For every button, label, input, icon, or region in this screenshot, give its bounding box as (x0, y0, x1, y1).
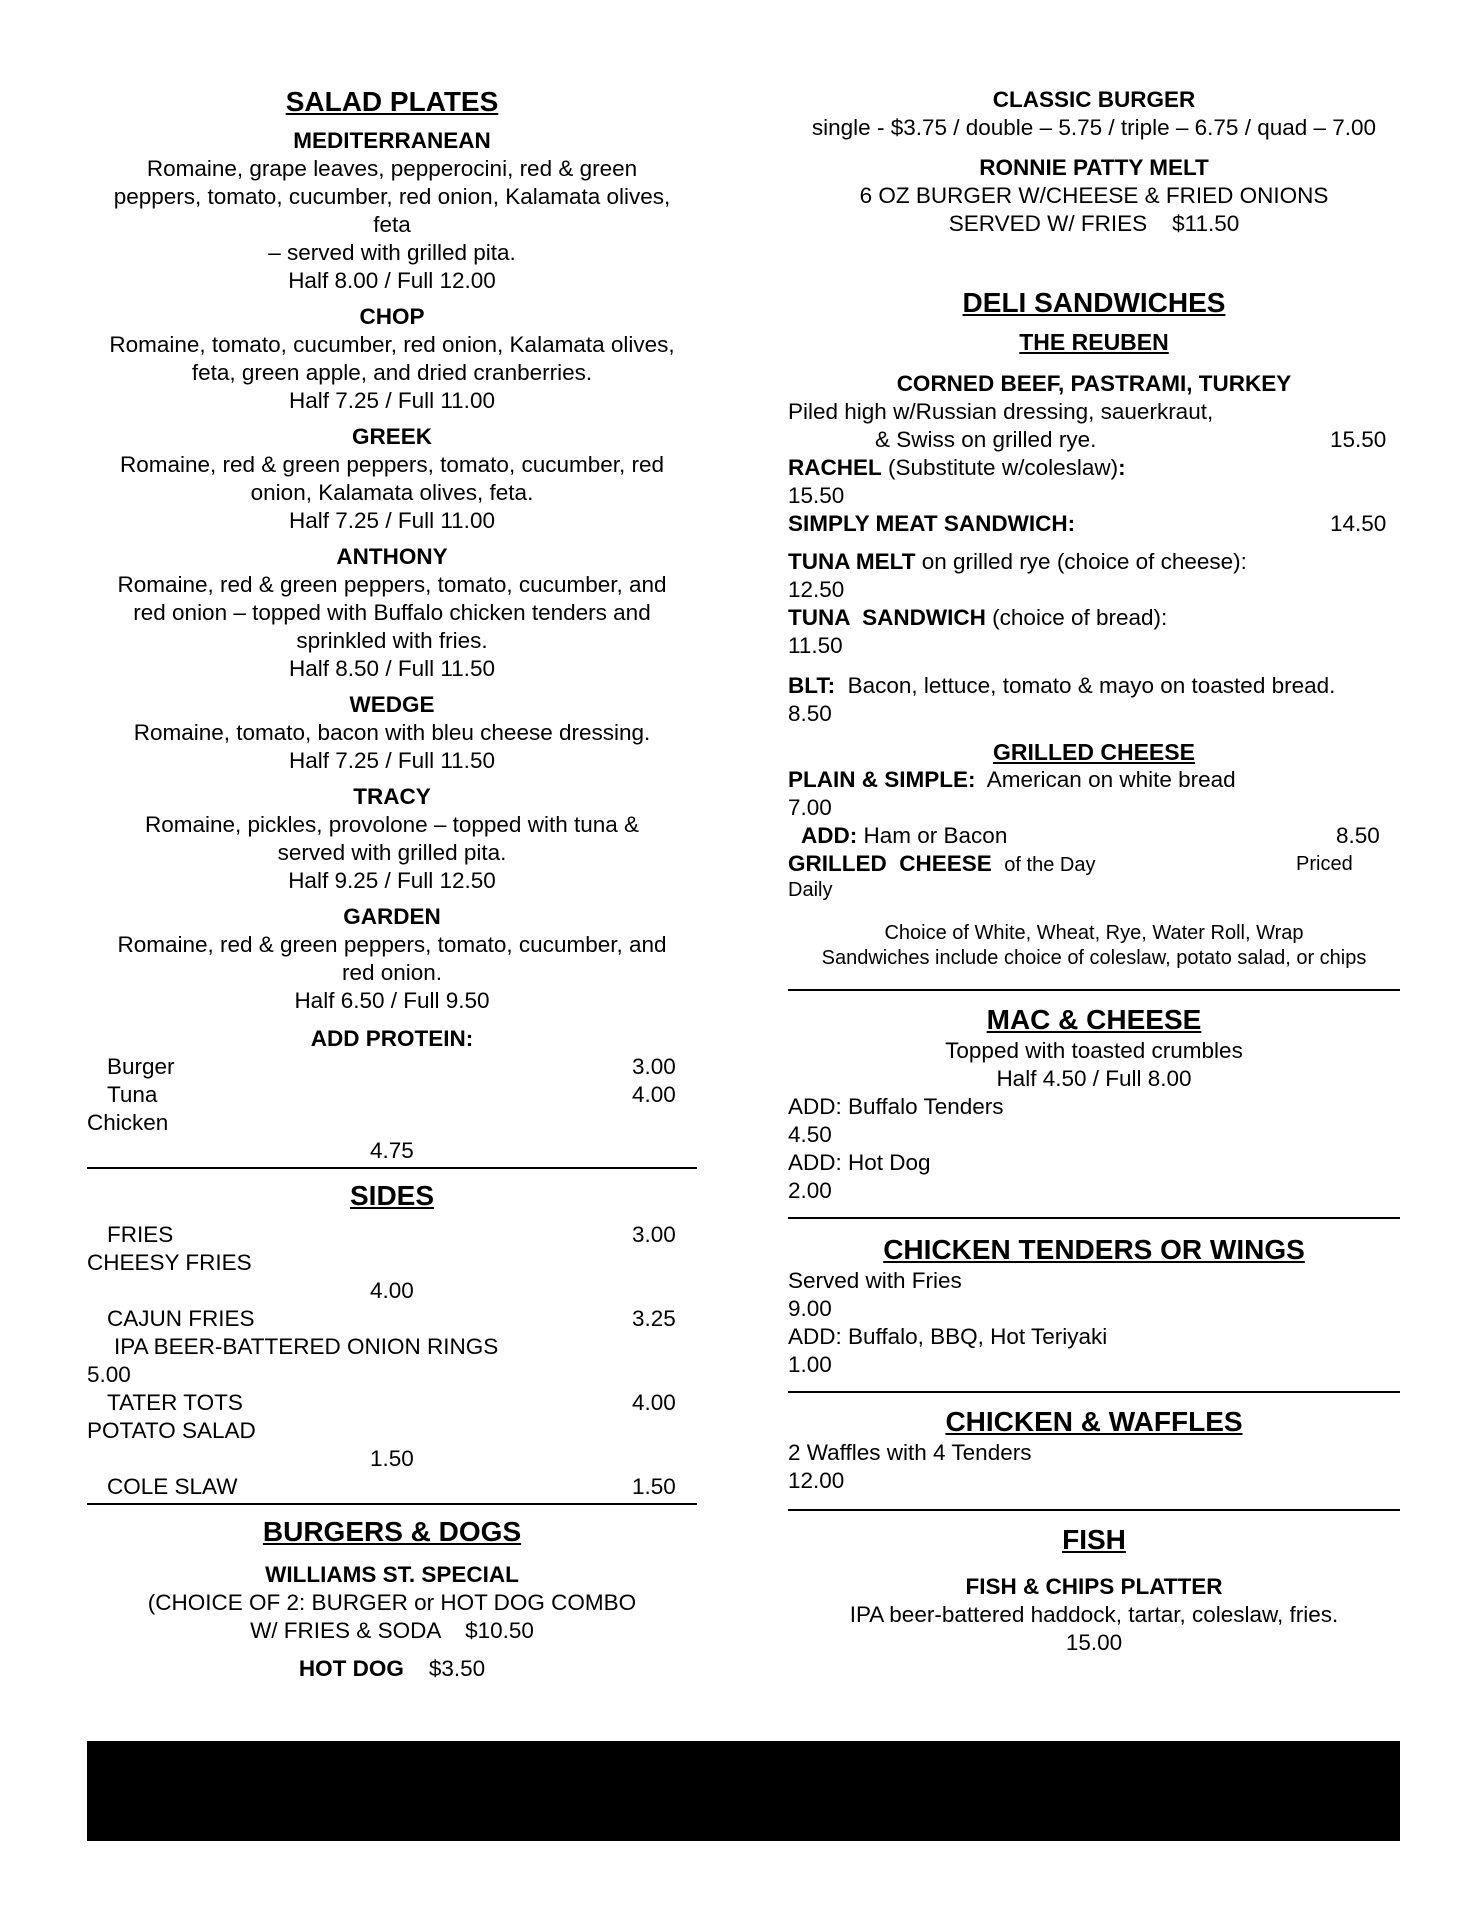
add-ham-line (801, 822, 1007, 850)
salad-desc-line: Half 8.50 / Full 11.50 (289, 656, 495, 681)
salad-desc-line: Romaine, pickles, provolone – topped with tuna & (144, 812, 640, 837)
divider (788, 1391, 1400, 1393)
salad-name: ANTHONY (336, 544, 448, 569)
salad-name: MEDITERRANEAN (293, 128, 491, 153)
side-onion-rings: IPA BEER-BATTERED ONION RINGS (114, 1334, 499, 1359)
gc-day-row (788, 850, 1400, 878)
classic-burger-name: CLASSIC BURGER (992, 87, 1196, 112)
salad-name: WEDGE (349, 692, 435, 717)
protein-tuna-price: 4.00 (632, 1082, 676, 1107)
rachel-name: RACHEL (788, 455, 882, 480)
salad-item (87, 691, 697, 775)
reuben-row (788, 426, 1400, 454)
salad-name: TRACY (353, 784, 431, 809)
side-row (87, 1277, 697, 1305)
side-cole-slaw: COLE SLAW (107, 1474, 238, 1499)
salad-desc-line: peppers, tomato, cucumber, red onion, Kalamata olives, (113, 184, 671, 209)
salad-desc-line: Half 7.25 / Full 11.00 (289, 508, 495, 533)
bread-note: Choice of White, Wheat, Rye, Water Roll, Wrap (884, 922, 1304, 944)
plain-simple-price: 7.00 (788, 795, 832, 820)
mac-heading: MAC & CHEESE (986, 1004, 1202, 1035)
waffles-price: 12.00 (788, 1468, 845, 1493)
protein-chicken-price-row (87, 1137, 697, 1165)
protein-chicken-price: 4.75 (370, 1138, 414, 1163)
blt-desc: Bacon, lettuce, tomato & mayo on toasted bread. (847, 673, 1336, 698)
left-column (87, 80, 697, 1683)
side-row (87, 1417, 697, 1445)
side-fries: FRIES (107, 1222, 174, 1247)
gc-day-price-2: Daily (788, 879, 833, 901)
rachel-colon: : (1118, 455, 1126, 480)
salad-desc-line: onion, Kalamata olives, feta. (250, 480, 534, 505)
tuna-sandwich-desc: (choice of bread): (992, 605, 1168, 630)
side-row (87, 1361, 697, 1389)
salad-desc-line: Half 9.25 / Full 12.50 (288, 868, 496, 893)
divider (87, 1503, 697, 1505)
fish-name: FISH & CHIPS PLATTER (965, 1574, 1223, 1599)
side-row (87, 1305, 697, 1333)
protein-chicken-row (87, 1109, 697, 1137)
protein-tuna: Tuna (107, 1082, 158, 1107)
side-tater-tots: TATER TOTS (107, 1390, 243, 1415)
rachel-line (788, 454, 1400, 482)
hot-dog-price: $3.50 (428, 1656, 486, 1681)
special-name: WILLIAMS ST. SPECIAL (265, 1562, 519, 1587)
right-column (788, 80, 1400, 1657)
side-row (87, 1389, 697, 1417)
tuna-sandwich-name: TUNA SANDWICH (788, 605, 986, 630)
tuna-melt-price: 12.50 (788, 577, 845, 602)
fish-price: 15.00 (1065, 1630, 1123, 1655)
plain-simple-name: PLAIN & SIMPLE: (788, 767, 976, 792)
salad-desc-line: Romaine, red & green peppers, tomato, cucumber, and (117, 572, 667, 597)
salad-desc-line: served with grilled pita. (277, 840, 507, 865)
blt-price: 8.50 (788, 701, 832, 726)
mac-add-1-price: 4.50 (788, 1122, 832, 1147)
mac-price: Half 4.50 / Full 8.00 (996, 1066, 1192, 1091)
blt-name: BLT: (788, 673, 836, 698)
classic-burger-prices: single - $3.75 / double – 5.75 / triple – 6.75 / quad – 7.00 (811, 115, 1377, 140)
patty-melt-line-2: SERVED W/ FRIES $11.50 (948, 211, 1240, 236)
salad-desc-line: Romaine, red & green peppers, tomato, cucumber, red (119, 452, 665, 477)
add-protein-label: ADD PROTEIN: (310, 1026, 474, 1051)
gc-day-name: GRILLED CHEESE (788, 851, 992, 876)
divider (87, 1167, 697, 1169)
side-tater-tots-price: 4.00 (632, 1390, 676, 1415)
rachel-desc: (Substitute w/coleslaw) (888, 455, 1119, 480)
blt-line (788, 672, 1400, 700)
salad-desc-line: Half 7.25 / Full 11.00 (289, 388, 495, 413)
salad-desc-line: Romaine, tomato, cucumber, red onion, Kalamata olives, (109, 332, 675, 357)
simply-meat-name: SIMPLY MEAT SANDWICH: (788, 511, 1076, 536)
salad-desc-line: – served with grilled pita. (268, 240, 516, 265)
side-onion-rings-price: 5.00 (87, 1362, 131, 1387)
tuna-sandwich-line (788, 604, 1400, 632)
add-ham-label: ADD: (801, 823, 858, 848)
simply-meat-price: 14.50 (1330, 511, 1387, 536)
tuna-sandwich-price: 11.50 (788, 633, 843, 658)
salad-item (87, 903, 697, 1015)
tenders-desc: Served with Fries (788, 1268, 962, 1293)
salad-desc-line: feta, green apple, and dried cranberries. (191, 360, 593, 385)
plain-simple-desc: American on white bread (986, 767, 1236, 792)
mac-desc: Topped with toasted crumbles (945, 1038, 1243, 1063)
footer-bar (87, 1741, 1400, 1841)
salad-desc-line: Half 6.50 / Full 9.50 (294, 988, 490, 1013)
divider (788, 989, 1400, 991)
side-cajun-fries: CAJUN FRIES (107, 1306, 255, 1331)
salad-desc-line: red onion. (341, 960, 443, 985)
waffles-heading: CHICKEN & WAFFLES (945, 1406, 1243, 1437)
side-row (87, 1333, 697, 1361)
gc-day-line (788, 850, 1095, 879)
side-cheesy-fries-price: 4.00 (370, 1278, 414, 1303)
sides-heading: SIDES (349, 1180, 435, 1211)
salad-desc-line: Romaine, grape leaves, pepperocini, red & green (146, 156, 638, 181)
salad-desc-line: Half 8.00 / Full 12.00 (288, 268, 496, 293)
salad-item (87, 423, 697, 535)
salad-item (87, 783, 697, 895)
fish-desc: IPA beer-battered haddock, tartar, coleslaw, fries. (849, 1602, 1339, 1627)
mac-add-1: ADD: Buffalo Tenders (788, 1094, 1004, 1119)
reuben-price: 15.50 (1330, 427, 1387, 452)
side-potato-salad: POTATO SALAD (87, 1418, 256, 1443)
hot-dog-line (87, 1655, 697, 1683)
reuben-line-2: & Swiss on grilled rye. (875, 427, 1097, 452)
protein-tuna-row (87, 1081, 697, 1109)
side-row (87, 1445, 697, 1473)
plain-simple-line (788, 766, 1400, 794)
gc-day-price: Priced (1296, 853, 1353, 875)
salad-plates-heading: SALAD PLATES (285, 86, 499, 117)
tuna-melt-line (788, 548, 1400, 576)
mac-add-2-price: 2.00 (788, 1178, 832, 1203)
protein-burger-price: 3.00 (632, 1054, 676, 1079)
add-ham-row (788, 822, 1400, 850)
hot-dog-name: HOT DOG (298, 1656, 404, 1681)
side-cole-slaw-price: 1.50 (632, 1474, 676, 1499)
salad-desc-line: red onion – topped with Buffalo chicken tenders and (133, 600, 651, 625)
burgers-dogs-heading: BURGERS & DOGS (262, 1516, 522, 1547)
special-line-2: W/ FRIES & SODA $10.50 (250, 1618, 534, 1643)
tenders-add-price: 1.00 (788, 1352, 832, 1377)
salad-list (87, 127, 697, 1015)
patty-melt-line-1: 6 OZ BURGER W/CHEESE & FRIED ONIONS (859, 183, 1329, 208)
salad-name: GARDEN (343, 904, 441, 929)
side-row (87, 1221, 697, 1249)
mac-add-2: ADD: Hot Dog (788, 1150, 931, 1175)
sides-note: Sandwiches include choice of coleslaw, potato salad, or chips (821, 947, 1367, 969)
salad-item (87, 127, 697, 295)
protein-burger: Burger (107, 1054, 175, 1079)
reuben-heading: THE REUBEN (1019, 329, 1169, 355)
fish-heading: FISH (1062, 1524, 1126, 1555)
side-cajun-fries-price: 3.25 (632, 1306, 676, 1331)
add-ham-price: 8.50 (1336, 823, 1380, 848)
protein-burger-row (87, 1053, 697, 1081)
side-row (87, 1473, 697, 1501)
divider (788, 1217, 1400, 1219)
salad-desc-line: Romaine, red & green peppers, tomato, cucumber, and (117, 932, 667, 957)
tuna-melt-name: TUNA MELT (788, 549, 916, 574)
salad-item (87, 543, 697, 683)
grilled-cheese-heading: GRILLED CHEESE (993, 739, 1195, 765)
simply-meat-row (788, 510, 1400, 538)
deli-heading: DELI SANDWICHES (962, 287, 1226, 318)
special-line-1: (CHOICE OF 2: BURGER or HOT DOG COMBO (147, 1590, 637, 1615)
side-row (87, 1249, 697, 1277)
gc-day-desc: of the Day (1004, 854, 1096, 876)
reuben-line-1: Piled high w/Russian dressing, sauerkraut, (788, 399, 1214, 424)
salad-name: GREEK (351, 424, 432, 449)
salad-desc-line: Half 7.25 / Full 11.50 (289, 748, 495, 773)
tuna-melt-desc: on grilled rye (choice of cheese): (921, 549, 1247, 574)
salad-desc-line: Romaine, tomato, bacon with bleu cheese dressing. (133, 720, 651, 745)
salad-desc-line: sprinkled with fries. (296, 628, 488, 653)
tenders-heading: CHICKEN TENDERS OR WINGS (883, 1234, 1305, 1265)
side-cheesy-fries: CHEESY FRIES (87, 1250, 252, 1275)
tenders-add: ADD: Buffalo, BBQ, Hot Teriyaki (788, 1324, 1108, 1349)
waffles-desc: 2 Waffles with 4 Tenders (788, 1440, 1032, 1465)
salad-desc-line: feta (373, 212, 411, 237)
salad-name: CHOP (359, 304, 425, 329)
add-ham-desc: Ham or Bacon (863, 823, 1008, 848)
reuben-meats: CORNED BEEF, PASTRAMI, TURKEY (896, 371, 1292, 396)
salad-item (87, 303, 697, 415)
tenders-price: 9.00 (788, 1296, 832, 1321)
protein-chicken: Chicken (87, 1110, 169, 1135)
divider (788, 1509, 1400, 1511)
side-potato-salad-price: 1.50 (370, 1446, 414, 1471)
side-fries-price: 3.00 (632, 1222, 676, 1247)
patty-melt-name: RONNIE PATTY MELT (979, 155, 1209, 180)
rachel-price: 15.50 (788, 483, 845, 508)
